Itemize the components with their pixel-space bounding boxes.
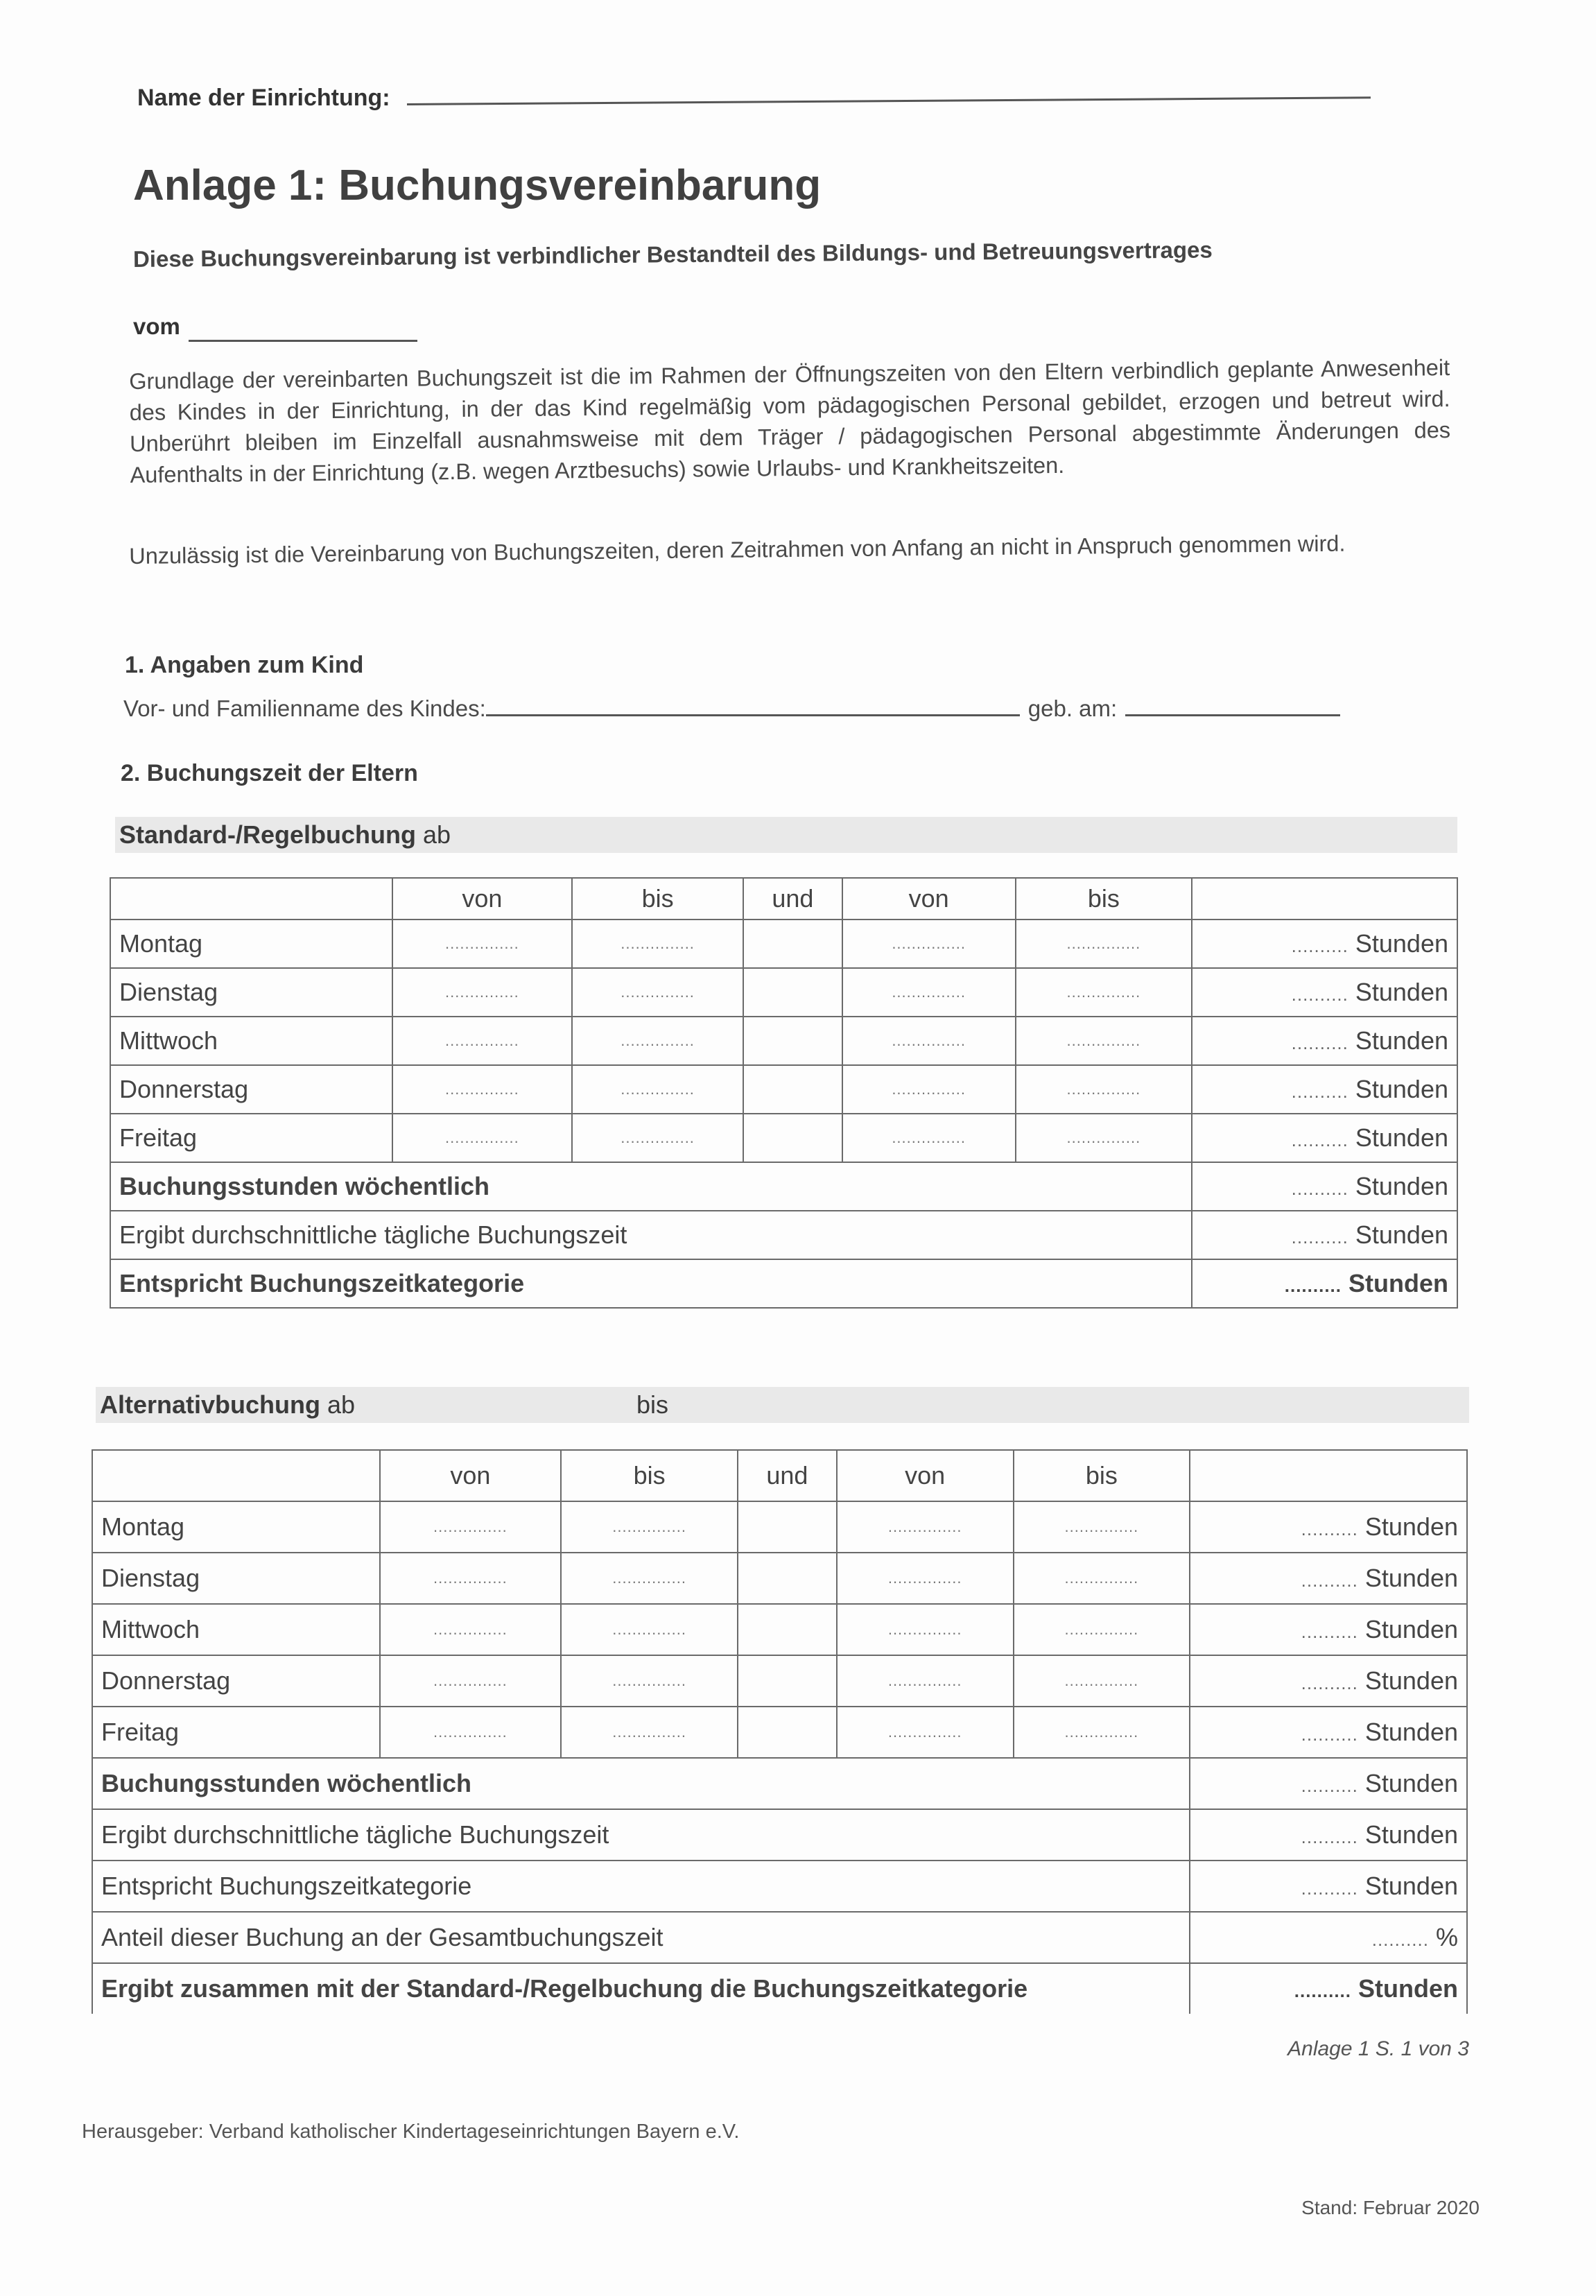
von-2-field[interactable]: ............... [837,1655,1014,1707]
bis-1-field[interactable]: ............... [561,1501,738,1553]
total-row-category [110,1259,1457,1308]
alternative-booking-ab: ab [320,1390,356,1419]
hours-blank: .......... [1294,1980,1352,2001]
hours-blank: .......... [1291,1130,1348,1150]
alternative-booking-title: Alternativbuchung [100,1390,321,1419]
birthdate-field[interactable] [1125,714,1340,716]
bis-2-field[interactable]: ............... [1016,1017,1192,1065]
total-row-daily-avg [110,1211,1457,1259]
table-row [92,1501,1467,1553]
total-row-category [92,1861,1467,1912]
hours-blank: .......... [1291,1033,1348,1053]
standard-booking-band [115,817,1457,853]
und-cell [738,1604,837,1655]
total-weekly-hours-field[interactable] [1190,1758,1467,1809]
paragraph-basis: Grundlage der vereinbarten Buchungszeit ist die im Rahmen der Öffnungszeiten von den Eltern verbindlich geplante Anwesenheit des Kindes in der Einrichtung, in der das Kind regelmäßig vom pädagogischen Personal gebildet, erzogen und betreut wird. Unberührt bleiben im Einzelfall ausnahmsweise mit dem Träger / pädagogischen Personal abgestimmte Änderungen des Aufenthalts in der Einrichtung (z.B. wegen Arztbesuchs) sowie Urlaubs- und Krankheitszeiten. [129,355,1451,487]
page-number: Anlage 1 S. 1 von 3 [1287,2037,1469,2060]
von-2-field[interactable]: ............... [842,968,1016,1017]
bis-2-field[interactable]: ............... [1014,1501,1190,1553]
child-name-label: Vor- und Familienname des Kindes: [123,696,486,721]
bis-1-field[interactable]: ............... [561,1655,738,1707]
publisher-note: Herausgeber: Verband katholischer Kindertageseinrichtungen Bayern e.V. [82,2121,740,2143]
paragraph-unzulaessig: Unzulässig ist die Vereinbarung von Buchungszeiten, deren Zeitrahmen von Anfang an nicht in Anspruch genommen wird. [129,530,1346,569]
col-header-hours [1192,878,1457,920]
total-label: Anteil dieser Buchung an der Gesamtbuchungszeit [92,1912,1190,1963]
und-cell [743,1114,842,1162]
standard-booking-ab: ab [416,820,451,849]
child-info-row [123,696,1441,722]
col-header-von-1: von [392,878,573,920]
vom-date-field[interactable] [189,313,417,342]
hours-unit: Stunden [1348,929,1448,958]
und-cell [738,1655,837,1707]
von-2-field[interactable]: ............... [842,920,1016,968]
bis-2-field[interactable]: ............... [1016,920,1192,968]
category-hours-field[interactable] [1192,1259,1457,1308]
hours-blank: .......... [1291,1227,1348,1248]
hours-field[interactable] [1190,1604,1467,1655]
day-label: Dienstag [110,968,392,1017]
alternative-booking-bis: bis [636,1390,669,1419]
hours-unit: Stunden [1358,1769,1458,1797]
bis-1-field[interactable]: ............... [572,968,743,1017]
day-label: Donnerstag [110,1065,392,1114]
percent-blank: .......... [1371,1929,1429,1950]
col-header-und: und [743,878,842,920]
combined-category-hours-field[interactable] [1190,1963,1467,2014]
col-header-bis-2: bis [1016,878,1192,920]
col-header-bis-1: bis [561,1450,738,1501]
und-cell [738,1501,837,1553]
von-1-field[interactable]: ............... [392,1114,573,1162]
page-subtitle: Diese Buchungsvereinbarung ist verbindlicher Bestandteil des Bildungs- und Betreuungsvertrages [132,236,1213,272]
hours-field[interactable] [1192,920,1457,968]
bis-2-field[interactable]: ............... [1014,1553,1190,1604]
table-row [110,920,1457,968]
hours-blank: .......... [1301,1827,1358,1847]
hours-blank: .......... [1291,935,1348,956]
standard-booking-table [110,877,1458,1309]
bis-1-field[interactable]: ............... [572,920,743,968]
bis-1-field[interactable]: ............... [561,1553,738,1604]
hours-unit: Stunden [1348,978,1448,1006]
section-1-heading: 1. Angaben zum Kind [125,652,364,678]
table-row [92,1604,1467,1655]
hours-blank: .......... [1301,1878,1358,1899]
von-2-field[interactable]: ............... [837,1707,1014,1758]
standard-booking-title: Standard-/Regelbuchung [119,820,417,849]
day-label: Freitag [92,1707,380,1758]
hours-unit: Stunden [1342,1269,1448,1297]
total-row-daily-avg [92,1809,1467,1861]
col-header-und: und [738,1450,837,1501]
col-header-von-2: von [837,1450,1014,1501]
col-header-day [92,1450,380,1501]
hours-unit: Stunden [1348,1026,1448,1055]
bis-1-field[interactable]: ............... [572,1114,743,1162]
hours-blank: .......... [1301,1775,1358,1796]
von-1-field[interactable]: ............... [380,1553,562,1604]
hours-blank: .......... [1301,1724,1358,1745]
table-row [92,1655,1467,1707]
von-1-field[interactable]: ............... [392,920,573,968]
institution-name-row [137,85,1371,112]
hours-blank: .......... [1301,1621,1358,1642]
von-1-field[interactable]: ............... [392,1065,573,1114]
day-label: Montag [92,1501,380,1553]
hours-field[interactable] [1190,1501,1467,1553]
day-label: Freitag [110,1114,392,1162]
col-header-von-1: von [380,1450,562,1501]
bis-1-field[interactable]: ............... [561,1604,738,1655]
total-row-weekly [110,1162,1457,1211]
bis-2-field[interactable]: ............... [1016,1114,1192,1162]
hours-blank: .......... [1291,984,1348,1005]
hours-field[interactable] [1192,1065,1457,1114]
und-cell [743,1017,842,1065]
percent-unit: % [1428,1923,1458,1951]
table-row [110,1114,1457,1162]
und-cell [738,1707,837,1758]
col-header-bis-2: bis [1014,1450,1190,1501]
col-header-day [110,878,392,920]
table-header-row [110,878,1457,920]
und-cell [743,968,842,1017]
hours-field[interactable] [1192,1017,1457,1065]
total-label: Ergibt durchschnittliche tägliche Buchungszeit [92,1809,1190,1861]
von-2-field[interactable]: ............... [837,1604,1014,1655]
table-row [110,968,1457,1017]
hours-blank: .......... [1291,1081,1348,1102]
hours-blank: .......... [1301,1570,1358,1591]
von-2-field[interactable]: ............... [837,1553,1014,1604]
col-header-von-2: von [842,878,1016,920]
section-2-heading: 2. Buchungszeit der Eltern [121,760,418,786]
hours-unit: Stunden [1358,1872,1458,1900]
und-cell [738,1553,837,1604]
hours-blank: .......... [1284,1275,1342,1296]
hours-unit: Stunden [1358,1564,1458,1592]
hours-unit: Stunden [1351,1974,1458,2003]
total-label: Buchungsstunden wöchentlich [92,1758,1190,1809]
hours-unit: Stunden [1358,1512,1458,1541]
vom-row [133,313,417,342]
hours-unit: Stunden [1358,1718,1458,1746]
child-name-field[interactable] [486,714,1020,716]
total-label: Ergibt durchschnittliche tägliche Buchungszeit [110,1211,1192,1259]
von-1-field[interactable]: ............... [380,1501,562,1553]
von-1-field[interactable]: ............... [392,968,573,1017]
day-label: Mittwoch [110,1017,392,1065]
share-percent-field[interactable] [1190,1912,1467,1963]
total-label: Entspricht Buchungszeitkategorie [110,1259,1192,1308]
hours-unit: Stunden [1348,1123,1448,1152]
vom-label: vom [133,313,180,339]
von-1-field[interactable]: ............... [380,1655,562,1707]
bis-1-field[interactable]: ............... [572,1017,743,1065]
hours-field[interactable] [1192,1114,1457,1162]
hours-blank: .......... [1301,1519,1358,1539]
day-label: Montag [110,920,392,968]
total-row-combined-category [92,1963,1467,2014]
col-header-hours [1190,1450,1467,1501]
hours-unit: Stunden [1348,1075,1448,1103]
institution-name-label: Name der Einrichtung: [137,85,390,111]
day-label: Dienstag [92,1553,380,1604]
table-row [110,1017,1457,1065]
hours-unit: Stunden [1358,1820,1458,1849]
hours-blank: .......... [1301,1673,1358,1693]
total-row-share [92,1912,1467,1963]
total-label: Ergibt zusammen mit der Standard-/Regelbuchung die Buchungszeitkategorie [92,1963,1190,2014]
daily-avg-hours-field[interactable] [1192,1211,1457,1259]
total-label: Buchungsstunden wöchentlich [110,1162,1192,1211]
hours-field[interactable] [1190,1655,1467,1707]
page-title: Anlage 1: Buchungsvereinbarung [133,162,822,209]
revision-date: Stand: Februar 2020 [1301,2197,1480,2218]
hours-unit: Stunden [1358,1666,1458,1695]
bis-2-field[interactable]: ............... [1016,968,1192,1017]
bis-1-field[interactable]: ............... [561,1707,738,1758]
hours-blank: .......... [1291,1178,1348,1199]
hours-field[interactable] [1192,968,1457,1017]
birthdate-label: geb. am: [1027,696,1118,721]
day-label: Mittwoch [92,1604,380,1655]
bis-2-field[interactable]: ............... [1014,1655,1190,1707]
von-2-field[interactable]: ............... [842,1017,1016,1065]
table-row [92,1553,1467,1604]
hours-unit: Stunden [1358,1615,1458,1643]
total-weekly-hours-field[interactable] [1192,1162,1457,1211]
alternative-booking-band [96,1387,1469,1423]
total-label: Entspricht Buchungszeitkategorie [92,1861,1190,1912]
hours-field[interactable] [1190,1553,1467,1604]
von-1-field[interactable]: ............... [392,1017,573,1065]
hours-unit: Stunden [1348,1172,1448,1200]
und-cell [743,920,842,968]
von-1-field[interactable]: ............... [380,1707,562,1758]
und-cell [743,1065,842,1114]
von-2-field[interactable]: ............... [842,1065,1016,1114]
table-row [92,1707,1467,1758]
alternative-booking-table [92,1449,1468,2014]
table-header-row [92,1450,1467,1501]
hours-unit: Stunden [1348,1220,1448,1249]
institution-name-field[interactable] [407,96,1371,105]
bis-1-field[interactable]: ............... [572,1065,743,1114]
von-1-field[interactable]: ............... [380,1604,562,1655]
day-label: Donnerstag [92,1655,380,1707]
col-header-bis-1: bis [572,878,743,920]
bis-2-field[interactable]: ............... [1014,1707,1190,1758]
daily-avg-hours-field[interactable] [1190,1809,1467,1861]
table-row [110,1065,1457,1114]
bis-2-field[interactable]: ............... [1014,1604,1190,1655]
von-2-field[interactable]: ............... [842,1114,1016,1162]
total-row-weekly [92,1758,1467,1809]
bis-2-field[interactable]: ............... [1016,1065,1192,1114]
hours-field[interactable] [1190,1707,1467,1758]
category-hours-field[interactable] [1190,1861,1467,1912]
von-2-field[interactable]: ............... [837,1501,1014,1553]
